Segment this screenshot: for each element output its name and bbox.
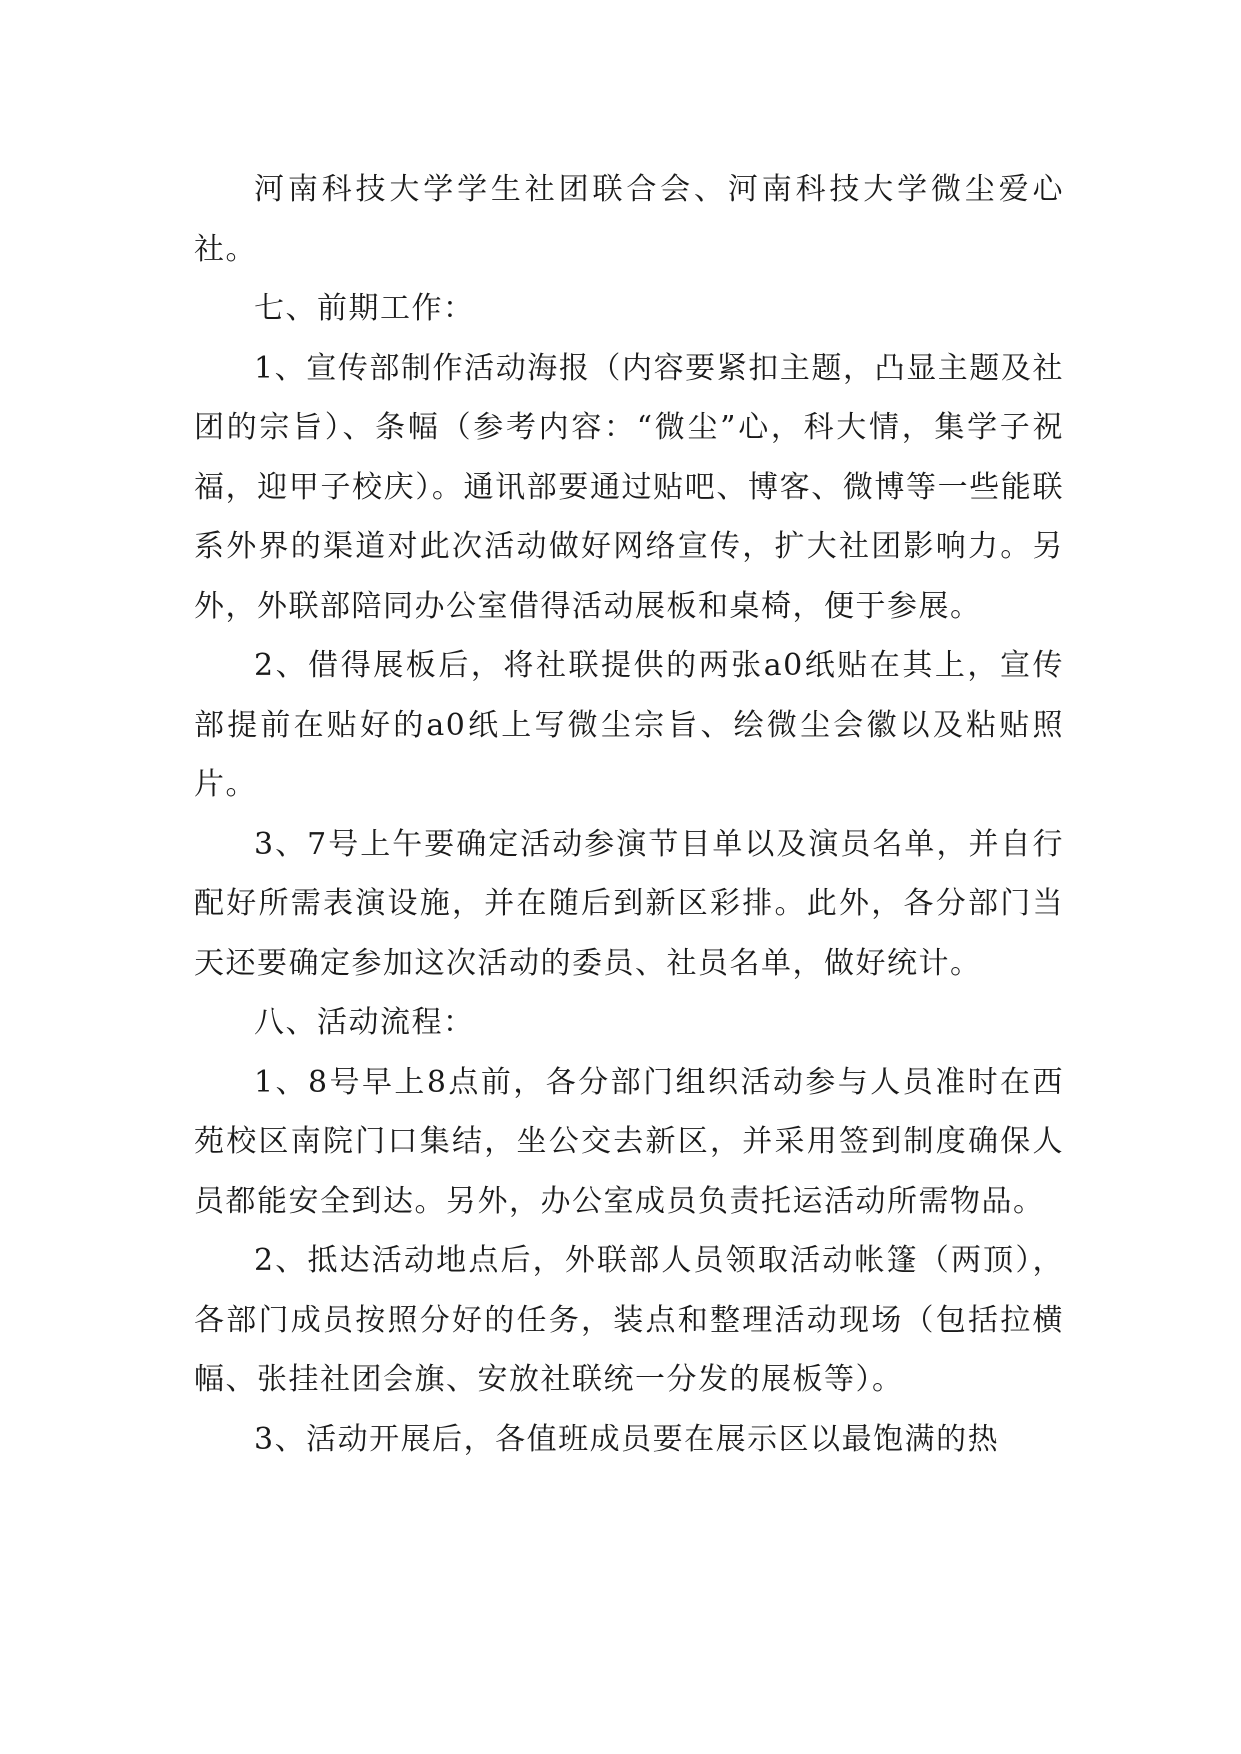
section-heading-preparation: 七、前期工作： xyxy=(254,291,475,326)
paragraph-preparation-3: 3、7号上午要确定活动参演节目单以及演员名单，并自行配好所需表演设施，并在随后到新区彩排。此外，各分部门当天还要确定参加这次活动的委员、社员名单，做好统计。 xyxy=(194,826,1064,981)
paragraph-process-1: 1、8号早上8点前，各分部门组织活动参与人员准时在西苑校区南院门口集结，坐公交去新区，并采用签到制度确保人员都能安全到达。另外，办公室成员负责托运活动所需物品。 xyxy=(194,1064,1064,1219)
paragraph-process-2: 2、抵达活动地点后，外联部人员领取活动帐篷（两顶），各部门成员按照分好的任务，装点和整理活动现场（包括拉横幅、张挂社团会旗、安放社联统一分发的展板等）。 xyxy=(194,1243,1064,1397)
paragraph-organizers: 河南科技大学学生社团联合会、河南科技大学微尘爱心社。 xyxy=(194,172,1064,267)
paragraph-process-3: 3、活动开展后，各值班成员要在展示区以最饱满的热 xyxy=(254,1421,1000,1457)
paragraph-preparation-1: 1、宣传部制作活动海报（内容要紧扣主题，凸显主题及社团的宗旨）、条幅（参考内容：“微尘”心，科大情，集学子祝福，迎甲子校庆）。通讯部要通过贴吧、博客、微博等一些能联系外界的渠道对此次活动做好网络宣传，扩大社团影响力。另外，外联部陪同办公室借得活动展板和桌椅，便于参展。 xyxy=(194,350,1064,624)
section-heading-process: 八、活动流程： xyxy=(254,1005,475,1040)
paragraph-preparation-2: 2、借得展板后，将社联提供的两张a0纸贴在其上，宣传部提前在贴好的a0纸上写微尘宗旨、绘微尘会徽以及粘贴照片。 xyxy=(194,648,1064,802)
document-body xyxy=(194,160,1064,1469)
